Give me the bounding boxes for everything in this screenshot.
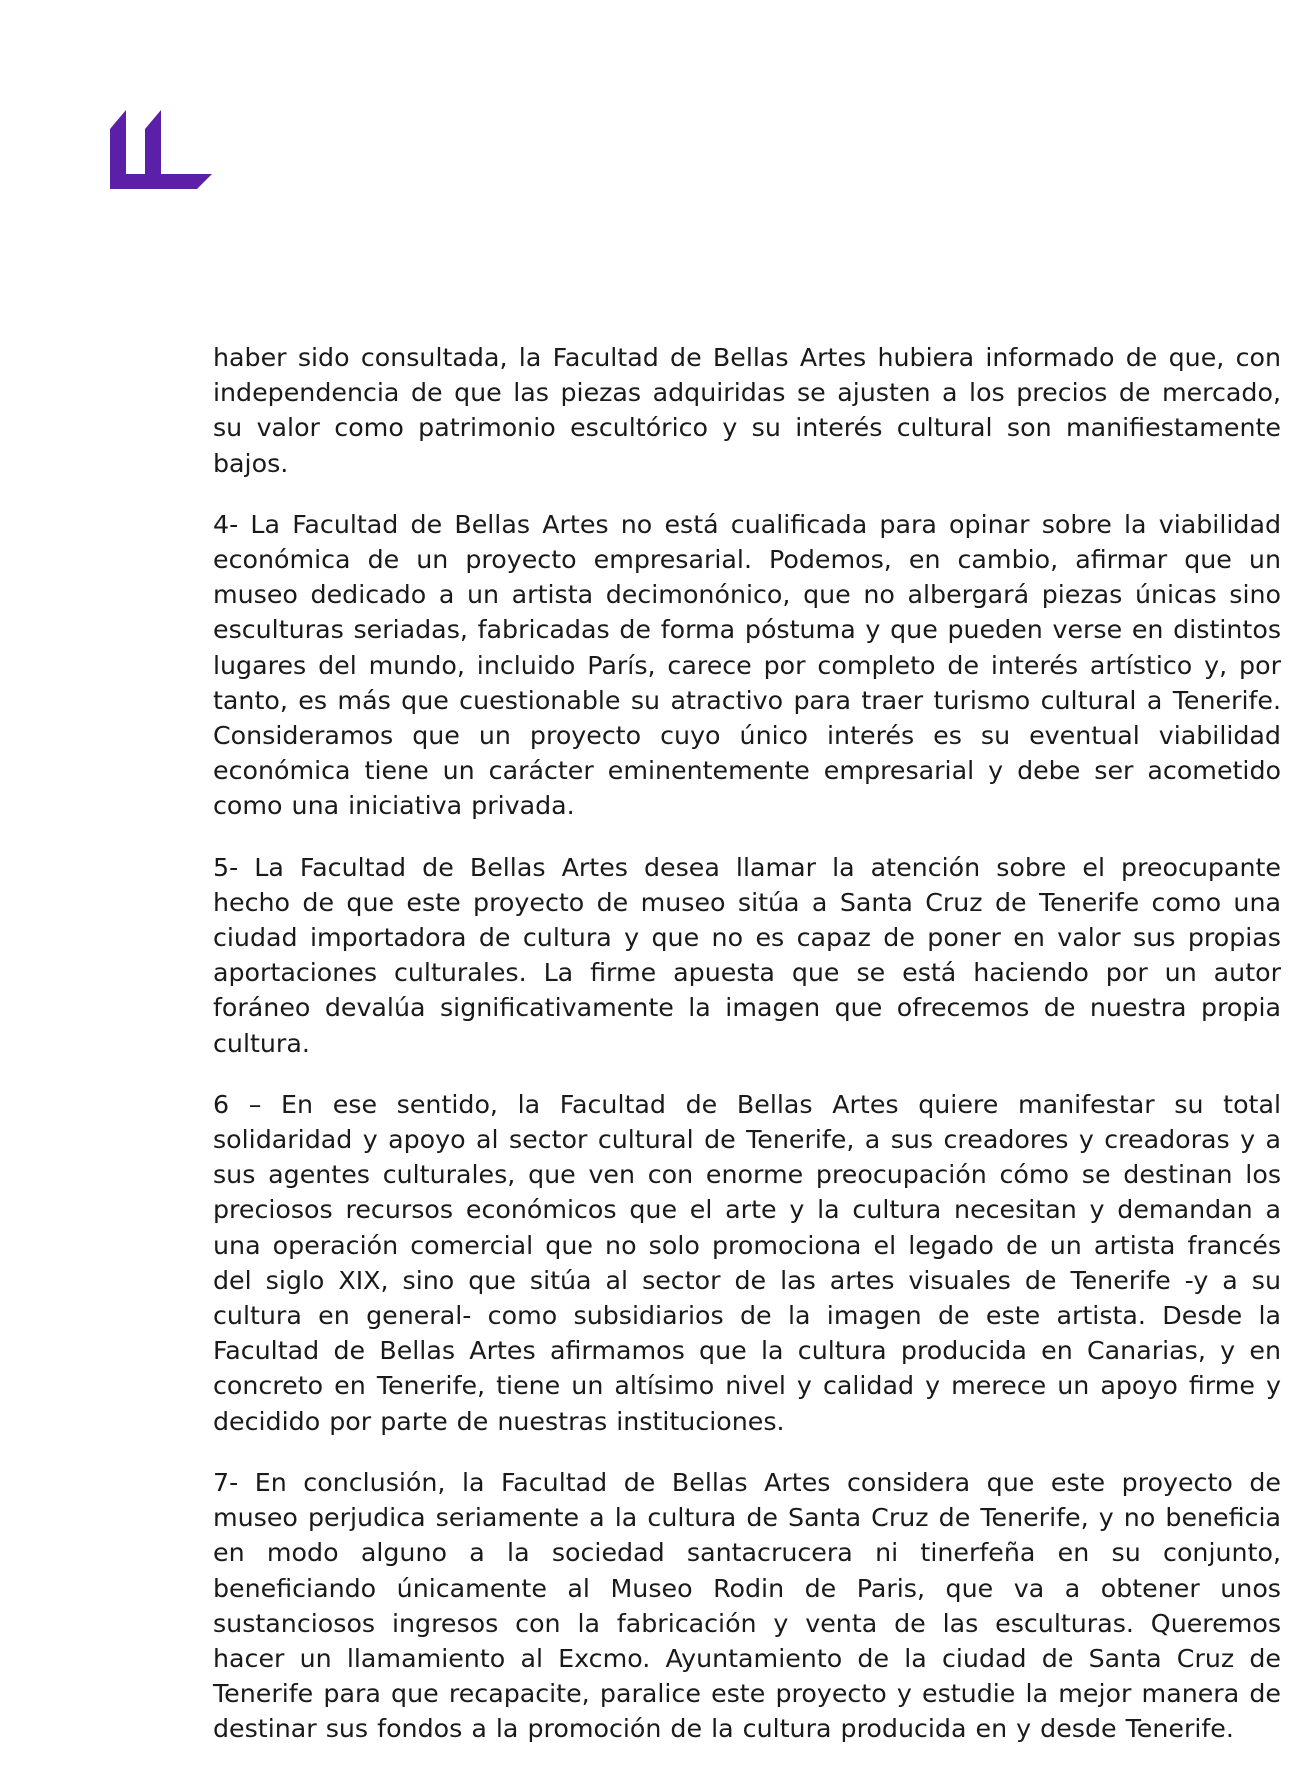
paragraph-point-5: 5- La Facultad de Bellas Artes desea llamar la atención sobre el preocupante hecho de que este proyecto de museo sitúa a Santa Cruz de Tenerife como una ciudad importadora de cultura y que no es capaz de poner en valor sus propias aportaciones culturales. La firme apuesta que se está haciendo por un autor foráneo devalúa significativamente la imagen que ofrecemos de nuestra propia cultura. bbox=[213, 852, 1281, 1058]
paragraph-point-4: 4- La Facultad de Bellas Artes no está cualificada para opinar sobre la viabilidad económica de un proyecto empresarial. Podemos, en cambio, afirmar que un museo dedicado a un artista decimonónico, que no albergará piezas únicas sino esculturas seriadas, fabricadas de forma póstuma y que pueden verse en distintos lugares del mundo, incluido París, carece por completo de interés artístico y, por tanto, es más que cuestionable su atractivo para traer turismo cultural a Tenerife. Consideramos que un proyecto cuyo único interés es su eventual viabilidad económica tiene un carácter eminentemente empresarial y debe ser acometido como una iniciativa privada. bbox=[213, 509, 1281, 821]
document-body bbox=[213, 340, 1281, 1773]
paragraph-point-6: 6 – En ese sentido, la Facultad de Bellas Artes quiere manifestar su total solidaridad y apoyo al sector cultural de Tenerife, a sus creadores y creadoras y a sus agentes culturales, que ven con enorme preocupación cómo se destinan los preciosos recursos económicos que el arte y la cultura necesitan y demandan a una operación comercial que no solo promociona el legado de un artista francés del siglo XIX, sino que sitúa al sector de las artes visuales de Tenerife -y a su cultura en general- como subsidiarios de la imagen de este artista. Desde la Facultad de Bellas Artes afirmamos que la cultura producida en Canarias, y en concreto en Tenerife, tiene un altísimo nivel y calidad y merece un apoyo firme y decidido por parte de nuestras instituciones. bbox=[213, 1089, 1281, 1436]
paragraph-continuation: haber sido consultada, la Facultad de Bellas Artes hubiera informado de que, con independencia de que las piezas adquiridas se ajusten a los precios de mercado, su valor como patrimonio escultórico y su interés cultural son manifiestamente bajos. bbox=[213, 343, 1281, 478]
university-logo bbox=[110, 110, 212, 190]
logo-mark-icon bbox=[110, 110, 212, 190]
paragraph-point-7: 7- En conclusión, la Facultad de Bellas Artes considera que este proyecto de museo perjudica seriamente a la cultura de Santa Cruz de Tenerife, y no beneficia en modo alguno a la sociedad santacrucera ni tinerfeña en su conjunto, beneficiando únicamente al Museo Rodin de Paris, que va a obtener unos sustanciosos ingresos con la fabricación y venta de las esculturas. Queremos hacer un llamamiento al Excmo. Ayuntamiento de la ciudad de Santa Cruz de Tenerife para que recapacite, paralice este proyecto y estudie la mejor manera de destinar sus fondos a la promoción de la cultura producida en y desde Tenerife. bbox=[213, 1467, 1281, 1744]
